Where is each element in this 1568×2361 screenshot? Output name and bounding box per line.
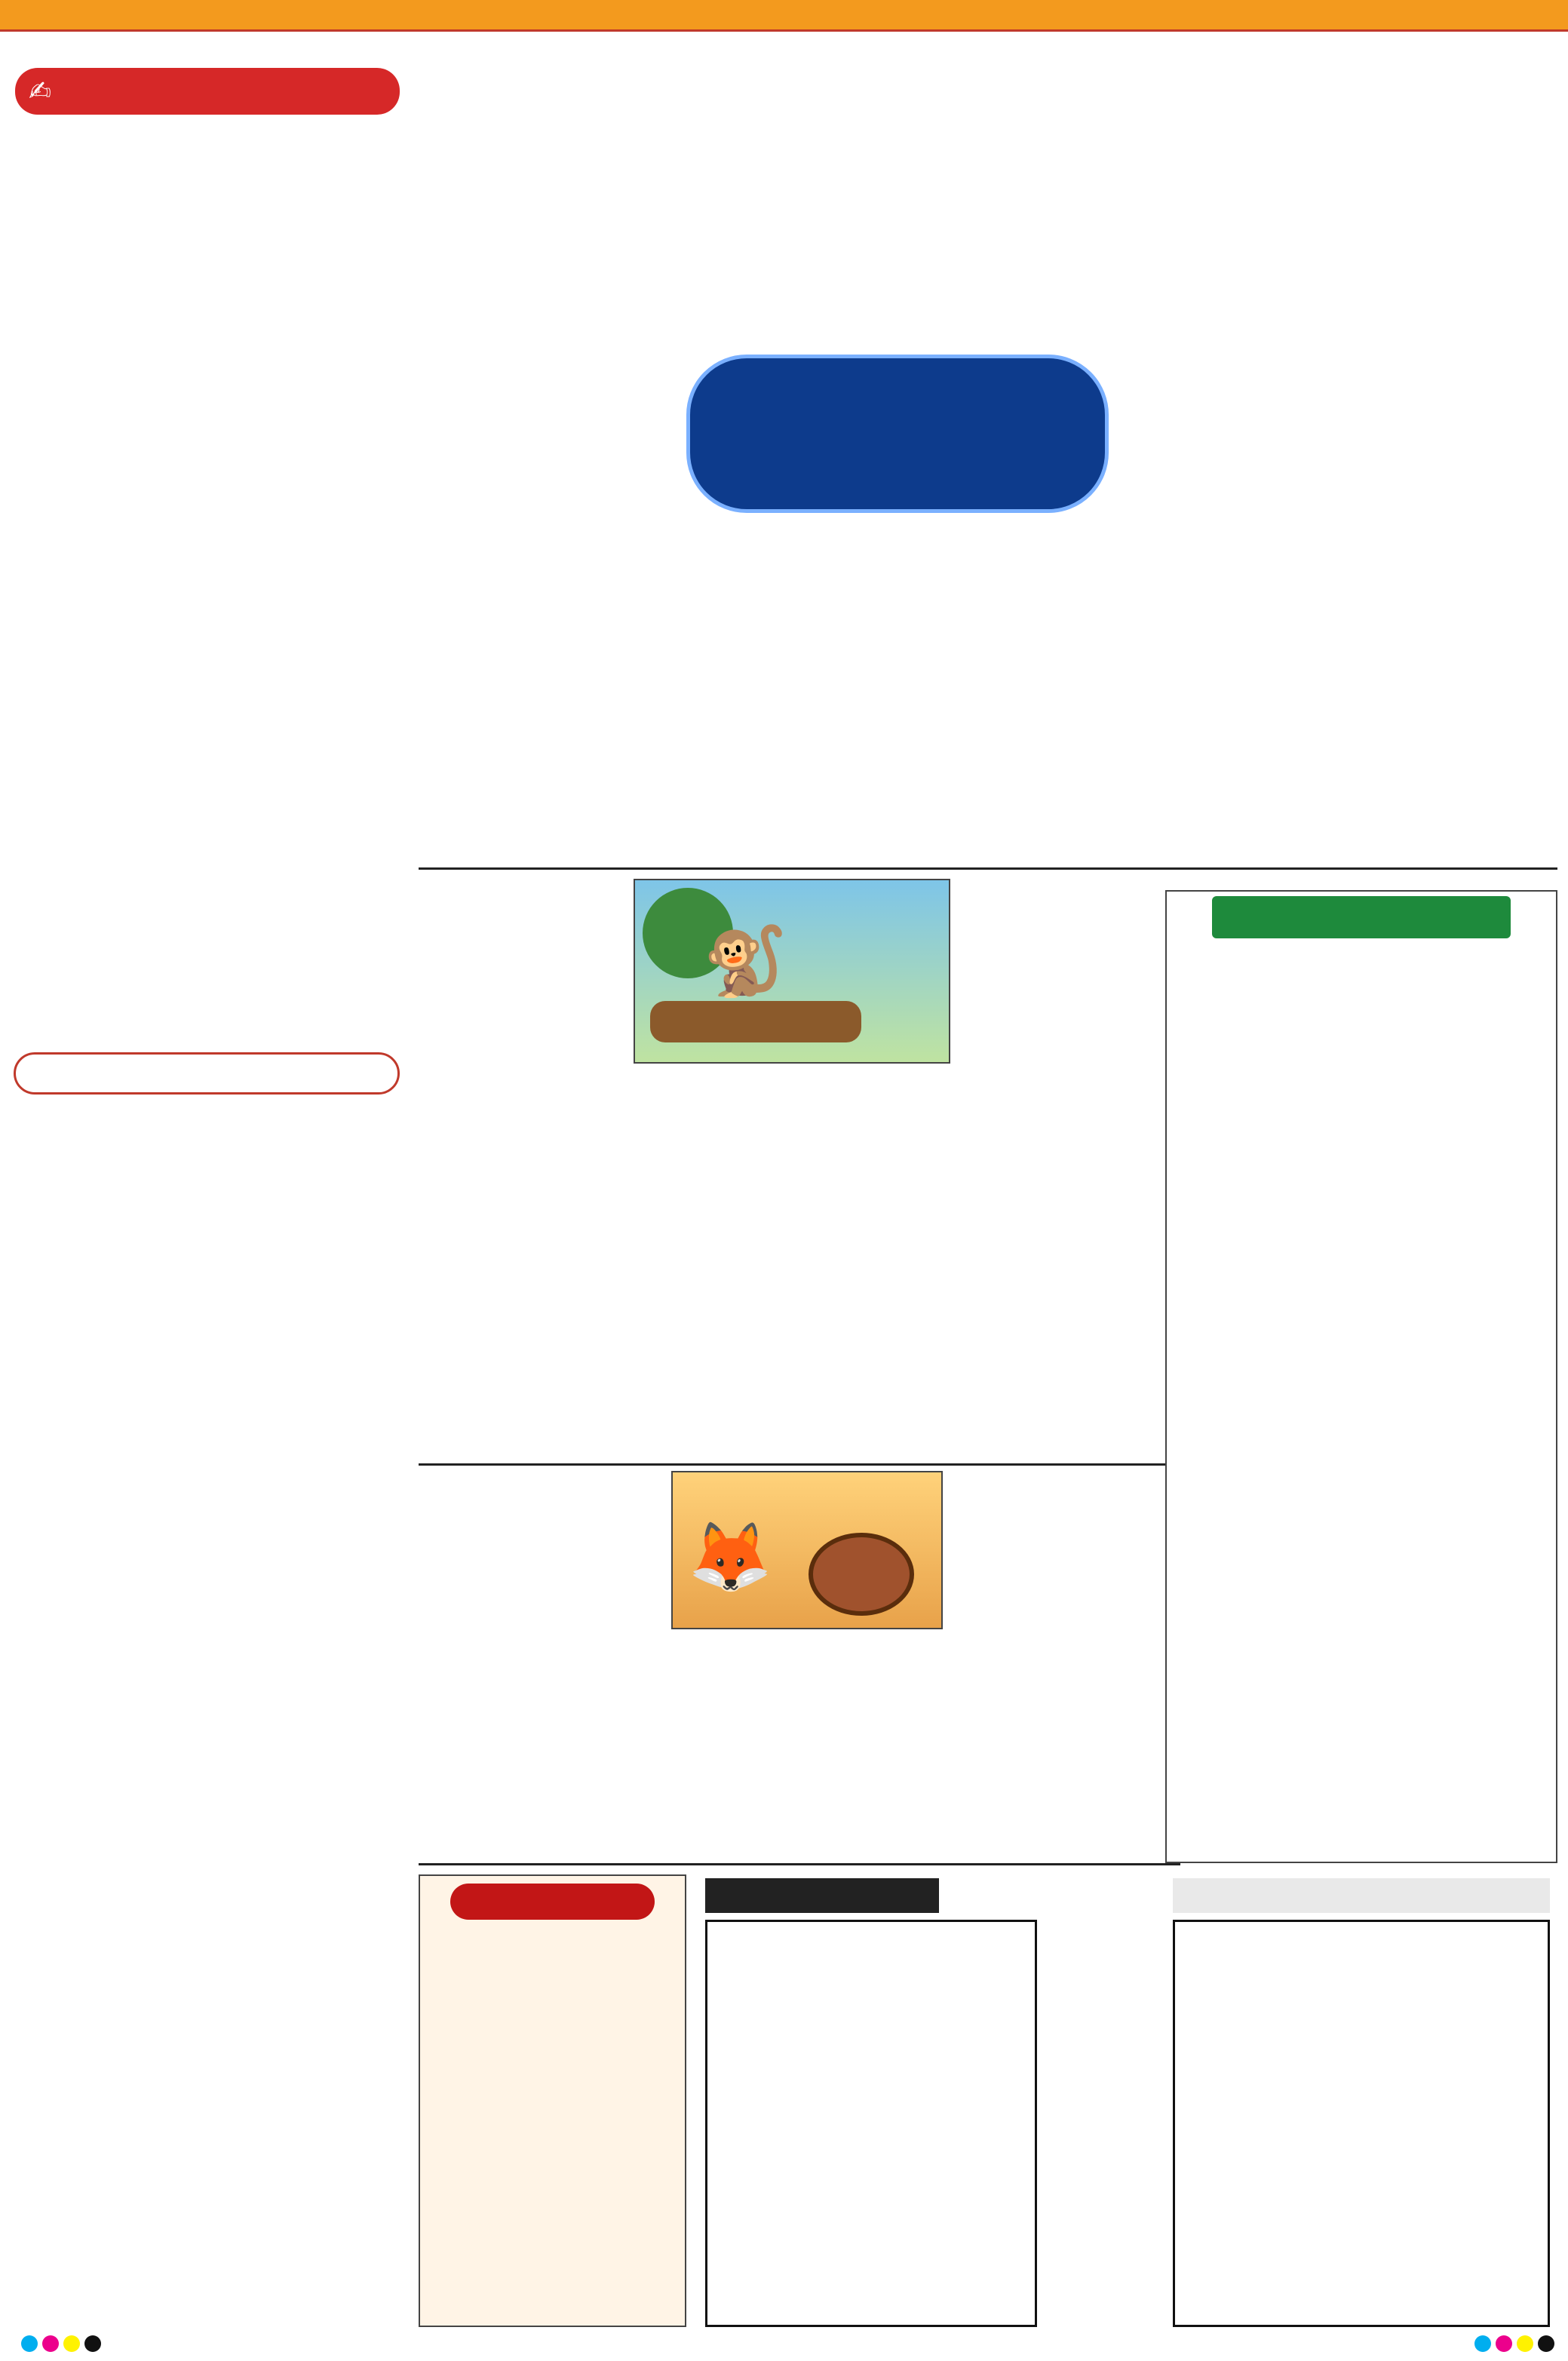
jackal-icon: 🦊 <box>688 1518 773 1597</box>
rule-story2 <box>419 1863 1180 1865</box>
pen-icon: ✍ <box>29 75 52 107</box>
sudoku-rules <box>1045 1878 1154 2331</box>
monkey-icon: 🐒 <box>703 922 788 1001</box>
registration-marks-left <box>21 2335 106 2355</box>
solution-title <box>1173 1878 1550 1913</box>
top-bar <box>0 0 1568 32</box>
jokes-box <box>1165 890 1557 1863</box>
sudoku-title <box>705 1878 939 1913</box>
solution-grid <box>1173 1920 1550 2327</box>
horoscope-title <box>14 1052 400 1095</box>
jokes-title <box>1212 896 1511 938</box>
registration-marks-right <box>1474 2335 1559 2355</box>
lead-pullquote <box>686 355 1109 513</box>
lead-body-cont <box>1056 164 1237 858</box>
lead-body-end <box>1248 164 1557 858</box>
quiz-box <box>419 1874 686 2327</box>
story1-body <box>419 883 1180 1456</box>
jokes-list <box>1167 943 1556 1856</box>
editorial-body <box>14 268 400 1030</box>
editorial-headline <box>30 127 392 255</box>
story2-body <box>419 1471 1180 1825</box>
quiz-title <box>450 1884 655 1920</box>
sudoku-grid <box>705 1920 1037 2327</box>
editorial-label <box>15 68 400 115</box>
lead-headline <box>419 69 1557 136</box>
rule-lead <box>419 867 1557 870</box>
rule-story1 <box>419 1463 1180 1466</box>
